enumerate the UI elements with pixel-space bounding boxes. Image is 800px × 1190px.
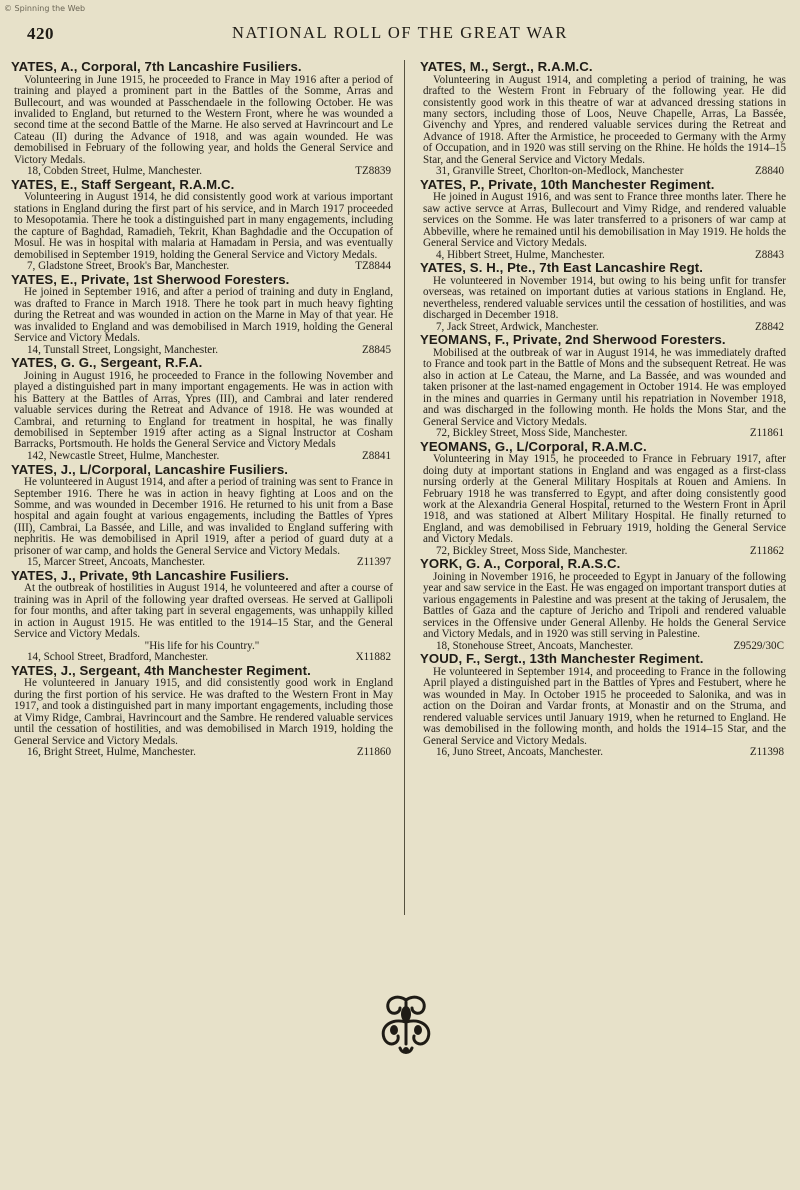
roll-entry: [11, 664, 393, 759]
roll-entry: [420, 557, 786, 652]
roll-entry: [11, 356, 393, 462]
entry-address: 142, Newcastle Street, Hulme, Manchester.: [27, 449, 220, 462]
entry-address-line: [436, 428, 786, 440]
entry-body: Volunteering in May 1915, he proceeded to France in February 1917, after doing duty at important stations in England and was engaged as a first-class nursing orderly at the General Military Hospitals at Rouen and Amiens. In February 1918 he was transferred to Egypt, and after doing consistently good work at the Alexandria General Hospital, returned to the Western Front in April 1918, and was stationed at Albert Military Hospital. He finally returned to England, and was demobilised in February 1919, holding the General Service and Victory Medals.: [423, 453, 786, 546]
entry-heading: YATES, E., Private, 1st Sherwood Foresters.: [11, 271, 290, 287]
roll-entry: [420, 261, 786, 333]
column-divider: [404, 60, 405, 915]
roll-entry: [420, 652, 786, 758]
entry-address: 14, Tunstall Street, Longsight, Manchester.: [27, 343, 219, 356]
roll-entry: [11, 60, 393, 178]
entry-address: 18, Cobden Street, Hulme, Manchester.: [27, 165, 202, 178]
roll-entry: [420, 178, 786, 261]
entry-body: He joined in September 1916, and after a period of training and duty in England, was drafted to France in March 1918. There he took part in much heavy fighting during the Retreat and was wounded in action on the Marne in May of that year. He was invalided to England and was demobilised in March 1919, holding the General Service and Victory Medals.: [14, 286, 393, 345]
page-number: 420: [27, 24, 54, 43]
entry-body: Joining in August 1916, he proceeded to France in the following November and played a distinguished part in many important engagements. He was in action with his Battery at the Battles of Arras, Ypres (III), and Cambrai and later rendered valuable services during the Retreat and Advance of 1918. He was wounded at Cambrai, and returning to England for treatment in hospital, he was finally demobilised in September 1919 after acting as a Signal Instructor at Cosham Barracks, Portsmouth. He holds the General Service and Victory Medals: [14, 369, 393, 451]
entry-address: 14, School Street, Bradford, Manchester.: [27, 651, 209, 664]
entry-address: 31, Granville Street, Chorlton-on-Medlock, Manchester: [436, 165, 684, 178]
right-column: [420, 60, 786, 759]
roll-entry: [420, 333, 786, 439]
entry-address: 7, Jack Street, Ardwick, Manchester.: [436, 320, 599, 333]
roll-entry: [420, 60, 786, 178]
entry-reference: Z11398: [749, 746, 784, 759]
entry-heading: YOUD, F., Sergt., 13th Manchester Regiment.: [420, 651, 704, 667]
entry-address-line: [27, 747, 393, 759]
entry-heading: YATES, G. G., Sergeant, R.F.A.: [11, 355, 203, 371]
entry-heading: YATES, J., L/Corporal, Lancashire Fusiliers.: [11, 461, 289, 477]
entry-heading: YATES, J., Sergeant, 4th Manchester Regiment.: [11, 662, 311, 678]
entry-address: 16, Bright Street, Hulme, Manchester.: [27, 746, 196, 759]
entry-body: Mobilised at the outbreak of war in August 1914, he was immediately drafted to France and took part in the Battle of Mons and the subsequent Retreat. He was also in action at Le Cateau, the Marne, and La Bassée, and was wounded and taken prisoner at the last-named engagement in October 1914. He was employed in the mines and quarries in Germany until his repatriation in November 1918, and was discharged in the following month. He holds the Mons Star, and the General Service and Victory Medals.: [423, 346, 786, 428]
entry-reference: Z11397: [356, 556, 391, 569]
entry-reference: Z11862: [749, 544, 784, 557]
entry-heading: YATES, A., Corporal, 7th Lancashire Fusiliers.: [11, 59, 302, 74]
entry-body: He volunteered in September 1914, and proceeding to France in the following April played a distinguished part in the Battles of Ypres and Festubert, where he was wounded in May. In October 1915 he proceeded to Salonika, and was in action on the Doiran and Vardar fronts, at Monastir and on the Struma, and rendered valuable services until January 1919, when he returned to England. He was demobilised in the following month, and holds the 1914–15 Star, and the General Service and Victory Medals.: [423, 665, 786, 747]
entry-body: Volunteering in June 1915, he proceeded to France in May 1916 after a period of training and played a prominent part in the Battles of the Somme, Arras and Bullecourt, and was wounded at Passchendaele in the following October. He was invalided to England, but returned to the Western Front, where he was wounded a second time at the second Battle of the Marne. He also served at Havrincourt and Le Cateau (II) during the Advance of 1918, and was again wounded. He was demobilised in February of the following year, and holds the General Service and Victory Medals.: [14, 73, 393, 166]
entry-address: 72, Bickley Street, Moss Side, Manchester.: [436, 544, 628, 557]
entry-body: Volunteering in August 1914, and completing a period of training, he was drafted to the Western Front in February of the following year. He did consistently good work in this theatre of war at advanced dressing stations in many sectors, including those of Loos, Neuve Chapelle, Arras, La Bassée, Givenchy and Ypres, and rendered valuable services during the Retreat and Advance of 1918. After the Armistice, he proceeded to Germany with the Army of Occupation, and in 1920 was still serving on the Rhine. He holds the 1914–15 Star, and the General Service and Victory Medals.: [423, 73, 786, 166]
entry-heading: YATES, M., Sergt., R.A.M.C.: [420, 59, 593, 74]
entry-address: 18, Stonehouse Street, Ancoats, Manchester.: [436, 639, 634, 652]
entry-heading: YATES, P., Private, 10th Manchester Regiment.: [420, 176, 715, 192]
left-column: [11, 60, 393, 759]
entry-body: He volunteered in November 1914, but owing to his being unfit for transfer overseas, was retained on important duties at various stations in England. He, nevertheless, rendered valuable services until the cessation of hostilities, and was discharged in December 1918.: [423, 274, 786, 322]
entry-reference: Z8843: [755, 248, 784, 261]
roll-entry: [11, 273, 393, 356]
entry-reference: Z8842: [755, 320, 784, 333]
entry-body: At the outbreak of hostilities in August 1914, he volunteered and after a course of training was in April of the following year drafted overseas. He served at Gallipoli for four months, and after taking part in several engagements, was unhappily killed in action in August 1915. He was entitled to the 1914–15 Star, and the General Service and Victory Medals.: [14, 582, 393, 641]
entry-address: 16, Juno Street, Ancoats, Manchester.: [436, 746, 603, 759]
entry-reference: TZ8839: [355, 165, 391, 178]
entry-address: 72, Bickley Street, Moss Side, Manchester.: [436, 427, 628, 440]
watermark: © Spinning the Web: [4, 4, 86, 13]
floral-tailpiece-icon: [374, 992, 438, 1058]
entry-address-line: [27, 451, 393, 463]
entry-heading: YATES, J., Private, 9th Lancashire Fusiliers.: [11, 567, 289, 583]
entry-heading: YATES, S. H., Pte., 7th East Lancashire Regt.: [420, 260, 703, 276]
entry-address: 15, Marcer Street, Ancoats, Manchester.: [27, 556, 206, 569]
entry-body: He volunteered in August 1914, and after a period of training was sent to France in September 1916. There he was in action in heavy fighting at Loos and on the Somme, and was wounded in December 1916. He returned to his unit from a Base hospital and again fought at various engagements, including the Battles of Ypres (III), Cambrai, La Bassée, and Lille, and was invalided to England suffering with nephritis. He was demobilised in April 1919, after a period of guard duty at a prisoner of war camp, and holds the General Service and Victory Medals.: [14, 476, 393, 557]
entry-reference: TZ8844: [355, 260, 391, 273]
entry-reference: X11882: [355, 651, 391, 664]
entry-address-line: [436, 747, 786, 759]
page-title: NATIONAL ROLL OF THE GREAT WAR: [232, 23, 568, 42]
roll-entry: [11, 178, 393, 273]
entry-body: He volunteered in January 1915, and did consistently good work in England during the first portion of his service. He was drafted to the Western Front in May 1917, and took a distinguished part in many important engagements, including those at Vimy Ridge, Cambrai, Havrincourt and the Sambre. He rendered valuable services until the cessation of hostilities, and was demobilised in March 1919, holding the General Service and Victory Medals.: [14, 677, 393, 747]
entry-heading: YORK, G. A., Corporal, R.A.S.C.: [420, 556, 621, 572]
entry-reference: Z8841: [362, 449, 391, 462]
entry-heading: YEOMANS, G., L/Corporal, R.A.M.C.: [420, 438, 647, 454]
entry-heading: YATES, E., Staff Sergeant, R.A.M.C.: [11, 176, 235, 192]
entry-reference: Z8840: [755, 165, 784, 178]
entry-heading: YEOMANS, F., Private, 2nd Sherwood Foresters.: [420, 332, 726, 348]
entry-address: 4, Hibbert Street, Hulme, Manchester.: [436, 248, 605, 261]
entry-reference: Z11861: [749, 427, 784, 440]
entry-body: He joined in August 1916, and was sent to France three months later. There he saw active servce at Arras, Bullecourt and Vimy Ridge, and rendered valuable services on the Somme. He was later transferred to a prisoners of war camp at Abbeville, where he remained until his demobilisation in May 1919. He holds the General Service and Victory Medals.: [423, 191, 786, 250]
entry-reference: Z11860: [356, 746, 391, 759]
page-header: [0, 20, 800, 48]
entry-quote: "His life for his Country.": [144, 639, 260, 652]
entry-body: Joining in November 1916, he proceeded to Egypt in January of the following year and saw service in the East. He was engaged on important transport duties at various engagements in Palestine and was present at the taking of Jerusalem, the Battles of Gaza and the capture of Jericho and Tripoli and rendered valuable services in the Offensive under General Allenby. He holds the General Service and Victory Medals, and in 1920 was still serving in Palestine.: [423, 571, 786, 641]
roll-entry: [11, 569, 393, 664]
entry-body: Volunteering in August 1914, he did consistently good work at various important stations in England during the first part of his service, and in March 1917 proceeded to Mesopotamia. There he took a distinguished part in many engagements, including the capture of Baghdad, Ramadieh, Tekrit, Khan Baghdadie and the Occupation of Mosul. He was in hospital with malaria at Hamadam in Persia, and was eventually demobilised in September 1919, holding the General Service and Victory Medals.: [14, 191, 393, 261]
roll-entry: [420, 440, 786, 558]
entry-reference: Z9529/30C: [733, 639, 784, 652]
entry-address: 7, Gladstone Street, Brook's Bar, Manchester.: [27, 260, 230, 273]
entry-reference: Z8845: [362, 343, 391, 356]
roll-entry: [11, 463, 393, 569]
entry-address-line: [27, 261, 393, 273]
entry-address-line: [27, 652, 393, 664]
